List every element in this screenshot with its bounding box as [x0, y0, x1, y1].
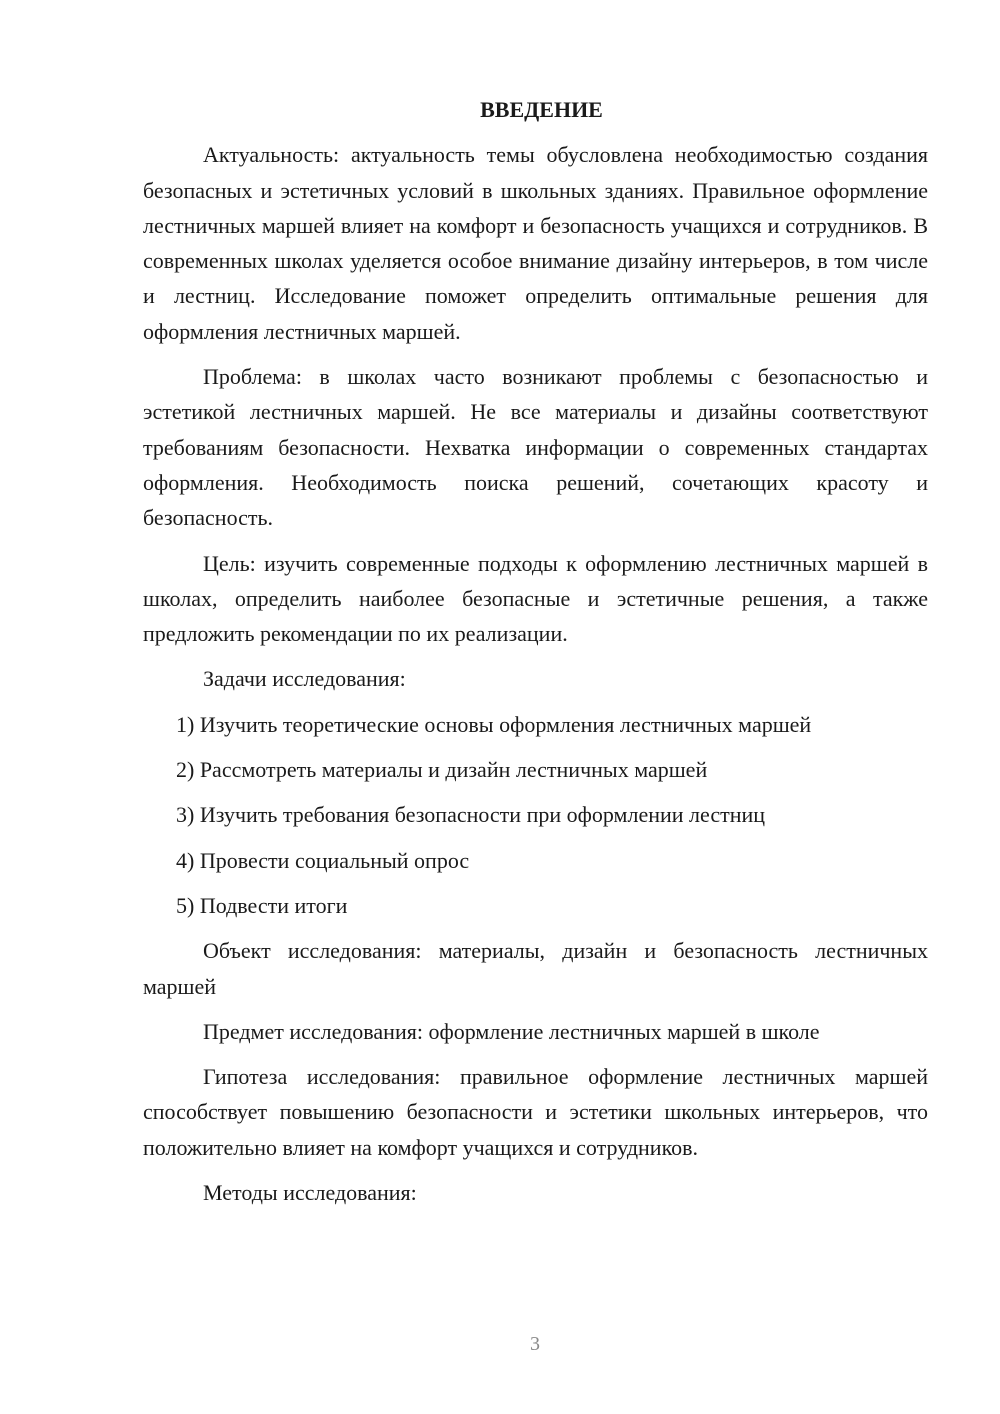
- document-page: [143, 92, 928, 1220]
- page-number: 3: [530, 1333, 540, 1355]
- hypothesis-paragraph: Гипотеза исследования: правильное оформление лестничных маршей способствует повышению безопасности и эстетики школьных интерьеров, что положительно влияет на комфорт учащихся и сотрудников.: [143, 1064, 928, 1160]
- subject-paragraph: Предмет исследования: оформление лестничных маршей в школе: [203, 1018, 820, 1044]
- list-item: 4) Провести социальный опрос: [176, 847, 470, 873]
- problem-paragraph: Проблема: в школах часто возникают проблемы с безопасностью и эстетикой лестничных маршей. Не все материалы и дизайны соответствуют требованиям безопасности. Нехватка информации о современных стандартах оформления. Необходимость поиска решений, сочетающих красоту и безопасность.: [143, 364, 928, 531]
- object-paragraph: Объект исследования: материалы, дизайн и безопасность лестничных маршей: [143, 938, 928, 999]
- list-item: 5) Подвести итоги: [176, 892, 348, 918]
- page-title: ВВЕДЕНИЕ: [480, 97, 603, 122]
- tasks-list: [143, 707, 928, 923]
- methods-heading: Методы исследования:: [203, 1180, 417, 1206]
- relevance-paragraph: Актуальность: актуальность темы обусловлена необходимостью создания безопасных и эстетичных условий в школьных зданиях. Правильное оформление лестничных маршей влияет на комфорт и безопасность учащихся и сотрудников. В современных школах уделяется особое внимание дизайну интерьеров, в том числе и лестниц. Исследование поможет определить оптимальные решения для оформления лестничных маршей.: [143, 142, 928, 344]
- goal-paragraph: Цель: изучить современные подходы к оформлению лестничных маршей в школах, определить наиболее безопасные и эстетичные решения, а также предложить рекомендации по их реализации.: [143, 550, 928, 647]
- tasks-heading: Задачи исследования:: [203, 666, 406, 692]
- list-item: 3) Изучить требования безопасности при оформлении лестниц: [176, 802, 766, 828]
- list-item: 2) Рассмотреть материалы и дизайн лестничных маршей: [176, 757, 708, 783]
- list-item: 1) Изучить теоретические основы оформления лестничных маршей: [176, 711, 812, 737]
